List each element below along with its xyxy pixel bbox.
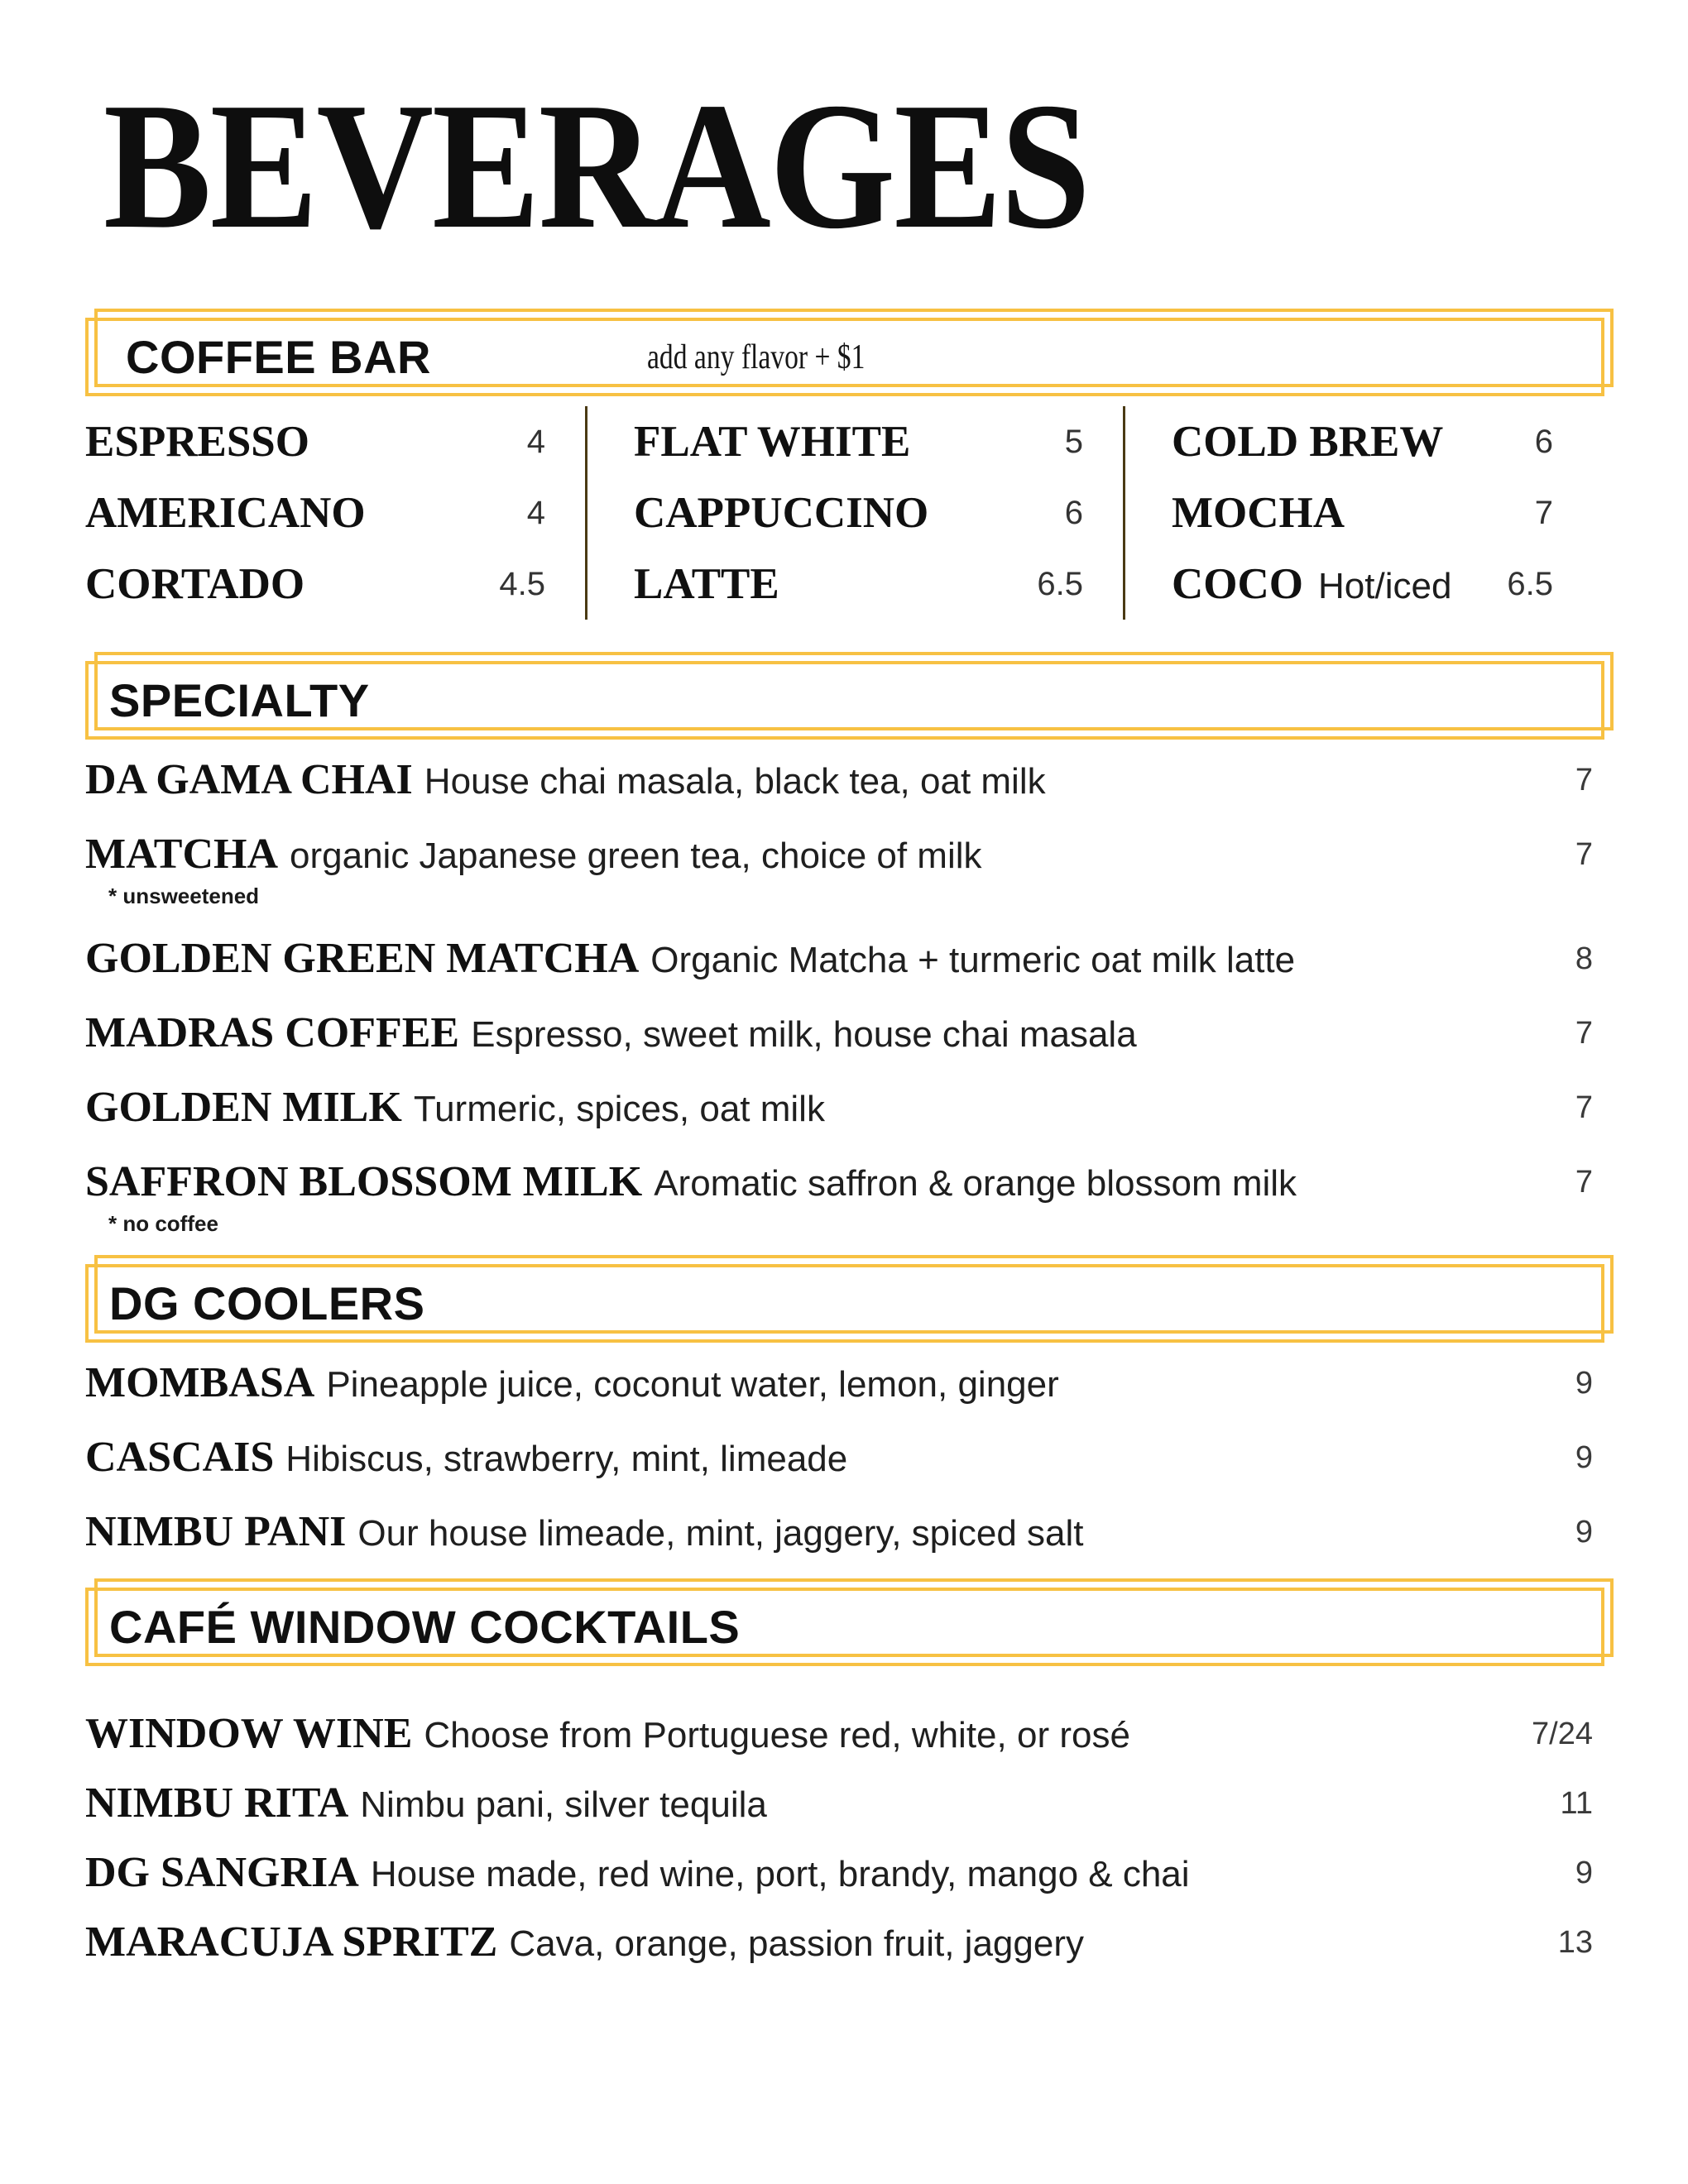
item-price: 7 — [1575, 1090, 1593, 1125]
item-price: 9 — [1575, 1515, 1593, 1549]
menu-item — [85, 1361, 1593, 1407]
coffee-bar-header-box — [85, 318, 1604, 396]
coffee-column — [1123, 406, 1593, 620]
item-name: DA GAMA CHAI — [85, 756, 413, 803]
menu-item — [85, 1781, 1593, 1827]
item-name: FLAT WHITE — [634, 418, 911, 466]
menu-sections — [85, 661, 1593, 1966]
coffee-grid — [85, 406, 1593, 620]
item-name: LATTE — [634, 560, 779, 608]
item-name: GOLDEN GREEN MATCHA — [85, 935, 640, 982]
section-items — [85, 740, 1593, 1236]
item-price: 11 — [1560, 1786, 1593, 1821]
item-name: MOMBASA — [85, 1359, 315, 1406]
menu-item — [85, 1435, 1593, 1482]
item-name: CASCAIS — [85, 1434, 275, 1481]
flavor-add-on-note: add any flavor + $1 — [647, 338, 866, 376]
item-name: CAPPUCCINO — [634, 489, 929, 537]
section-header-box — [85, 661, 1604, 740]
section-header: SPECIALTY — [109, 674, 370, 726]
item-name: COLD BREW — [1172, 418, 1444, 466]
item-description: House made, red wine, port, brandy, mango & chai — [370, 1854, 1190, 1894]
coffee-item — [85, 477, 545, 548]
coffee-item — [1172, 477, 1553, 548]
item-note: * unsweetened — [108, 884, 260, 908]
item-price: 8 — [1575, 941, 1593, 976]
item-name: DG SANGRIA — [85, 1849, 359, 1896]
item-description: Aromatic saffron & orange blossom milk — [654, 1163, 1297, 1204]
menu-item — [85, 936, 1593, 983]
menu-item — [85, 758, 1593, 804]
item-price: 7 — [1575, 837, 1593, 872]
item-price: 9 — [1575, 1440, 1593, 1475]
item-price: 6.5 — [1037, 565, 1083, 602]
coffee-item — [85, 406, 545, 477]
item-price: 7 — [1575, 763, 1593, 797]
item-description: Organic Matcha + turmeric oat milk latte — [650, 940, 1296, 980]
section-header: DG COOLERS — [109, 1277, 425, 1329]
item-price: 6 — [1534, 423, 1553, 460]
menu-item — [85, 1011, 1593, 1057]
item-description: Pineapple juice, coconut water, lemon, ginger — [326, 1364, 1059, 1405]
item-price: 7 — [1575, 1165, 1593, 1200]
section-header: COFFEE BAR — [126, 331, 431, 383]
section-items — [85, 1343, 1593, 1556]
item-name: ESPRESSO — [85, 418, 310, 466]
item-name: CORTADO — [85, 560, 305, 608]
menu-item — [85, 1085, 1593, 1132]
item-name: AMERICANO — [85, 489, 366, 537]
menu-item — [85, 1920, 1593, 1966]
item-description: Cava, orange, passion fruit, jaggery — [509, 1923, 1084, 1964]
menu-item — [85, 1851, 1593, 1897]
item-description: Nimbu pani, silver tequila — [360, 1784, 767, 1825]
menu-item — [85, 832, 1593, 908]
item-note: * no coffee — [108, 1211, 218, 1236]
item-price: 4 — [526, 494, 545, 531]
item-price: 9 — [1575, 1856, 1593, 1890]
menu-item — [85, 1160, 1593, 1236]
item-name: NIMBU PANI — [85, 1508, 347, 1555]
coffee-column — [85, 406, 585, 620]
menu-section — [85, 1588, 1593, 1966]
section-header: CAFÉ WINDOW COCKTAILS — [109, 1601, 741, 1653]
menu-section — [85, 1264, 1593, 1556]
item-name: MATCHA — [85, 831, 279, 878]
coffee-item — [1172, 406, 1553, 477]
section-items — [85, 1666, 1593, 1966]
item-name: MADRAS COFFEE — [85, 1009, 460, 1056]
item-style-note: Hot/iced — [1318, 566, 1452, 606]
item-description: House chai masala, black tea, oat milk — [424, 761, 1046, 802]
menu-item — [85, 1510, 1593, 1556]
item-price: 6 — [1064, 494, 1083, 531]
item-price: 7 — [1575, 1016, 1593, 1051]
item-description: Turmeric, spices, oat milk — [413, 1089, 825, 1129]
item-price: 13 — [1557, 1925, 1593, 1960]
section-header-box — [85, 1588, 1604, 1666]
item-price: 7/24 — [1532, 1717, 1593, 1751]
item-price: 7 — [1534, 494, 1553, 531]
item-description: Our house limeade, mint, jaggery, spiced salt — [357, 1513, 1084, 1554]
item-price: 4.5 — [499, 565, 545, 602]
coffee-item — [1172, 548, 1553, 620]
coffee-item — [85, 548, 545, 620]
item-name: WINDOW WINE — [85, 1710, 413, 1757]
item-name: GOLDEN MILK — [85, 1084, 402, 1131]
item-name: COCO — [1172, 560, 1303, 608]
item-price: 9 — [1575, 1366, 1593, 1401]
item-name: MOCHA — [1172, 489, 1345, 537]
menu-item — [85, 1712, 1593, 1758]
page-title: BEVERAGES — [103, 65, 1090, 267]
item-description: Espresso, sweet milk, house chai masala — [471, 1014, 1137, 1055]
item-description: Choose from Portuguese red, white, or rosé — [424, 1715, 1130, 1755]
section-coffee-bar — [85, 318, 1593, 620]
item-name: SAFFRON BLOSSOM MILK — [85, 1158, 643, 1205]
item-name: MARACUJA SPRITZ — [85, 1918, 498, 1966]
coffee-column — [585, 406, 1123, 620]
item-price: 4 — [526, 423, 545, 460]
item-price: 6.5 — [1507, 565, 1553, 602]
section-header-box — [85, 1264, 1604, 1343]
item-price: 5 — [1064, 423, 1083, 460]
menu-section — [85, 661, 1593, 1236]
item-description: Hibiscus, strawberry, mint, limeade — [285, 1439, 848, 1479]
coffee-item — [634, 548, 1083, 620]
coffee-item — [634, 406, 1083, 477]
item-name: NIMBU RITA — [85, 1779, 349, 1827]
coffee-item — [634, 477, 1083, 548]
item-description: organic Japanese green tea, choice of milk — [290, 836, 982, 876]
